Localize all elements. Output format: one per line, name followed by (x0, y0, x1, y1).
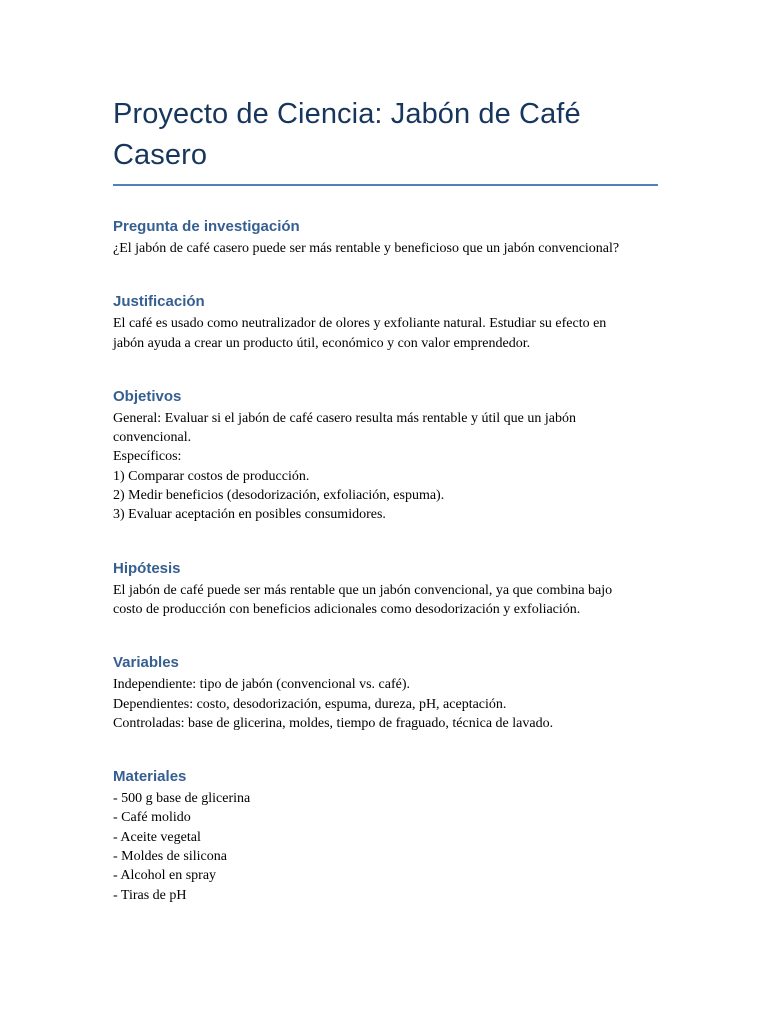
body-line: 1) Comparar costos de producción. (113, 468, 310, 484)
list-item: - Café molido (113, 810, 191, 826)
body-line: Específicos: (113, 449, 182, 465)
document-page (113, 94, 658, 905)
section-body (113, 314, 658, 353)
section-heading: Pregunta de investigación (113, 218, 300, 235)
body-line: 3) Evaluar aceptación en posibles consumidores. (113, 507, 386, 523)
section-body (113, 409, 658, 525)
body-line: El jabón de café puede ser más rentable que un jabón convencional, ya que combina bajo (113, 582, 613, 598)
section-body (113, 239, 658, 258)
body-line: 2) Medir beneficios (desodorización, exfoliación, espuma). (113, 488, 445, 504)
section-materials (113, 767, 658, 905)
body-line: General: Evaluar si el jabón de café casero resulta más rentable y útil que un jabón (113, 410, 576, 426)
list-item: - Aceite vegetal (113, 829, 201, 845)
list-item: - Tiras de pH (113, 887, 187, 903)
section-heading: Variables (113, 654, 179, 672)
list-item: - Moldes de silicona (113, 849, 227, 865)
body-line: jabón ayuda a crear un producto útil, económico y con valor emprendedor. (113, 335, 531, 351)
section-body (113, 789, 658, 905)
section-objectives (113, 387, 658, 525)
section-heading: Objetivos (113, 387, 182, 405)
document-title (113, 94, 658, 186)
title-line-1: Proyecto de Ciencia: Jabón de Café (113, 98, 581, 130)
body-line: costo de producción con beneficios adicionales como desodorización y exfoliación. (113, 601, 581, 617)
body-line: El café es usado como neutralizador de olores y exfoliante natural. Estudiar su efecto en (113, 316, 607, 332)
title-line-2: Casero (113, 139, 208, 171)
section-heading: Hipótesis (113, 559, 181, 577)
section-body (113, 675, 658, 733)
body-line: convencional. (113, 430, 192, 446)
body-line: ¿El jabón de café casero puede ser más rentable y beneficioso que un jabón convencional? (113, 241, 620, 256)
section-justification (113, 292, 658, 353)
section-variables (113, 653, 658, 733)
section-heading: Justificación (113, 293, 205, 311)
body-line: Independiente: tipo de jabón (convencional vs. café). (113, 677, 410, 693)
section-heading: Materiales (113, 768, 187, 786)
section-research-question (113, 217, 658, 258)
section-body (113, 581, 658, 620)
section-hypothesis (113, 559, 658, 620)
body-line: Controladas: base de glicerina, moldes, tiempo de fraguado, técnica de lavado. (113, 715, 554, 731)
body-line: Dependientes: costo, desodorización, espuma, dureza, pH, aceptación. (113, 696, 507, 712)
list-item: - Alcohol en spray (113, 868, 217, 884)
list-item: - 500 g base de glicerina (113, 791, 251, 807)
